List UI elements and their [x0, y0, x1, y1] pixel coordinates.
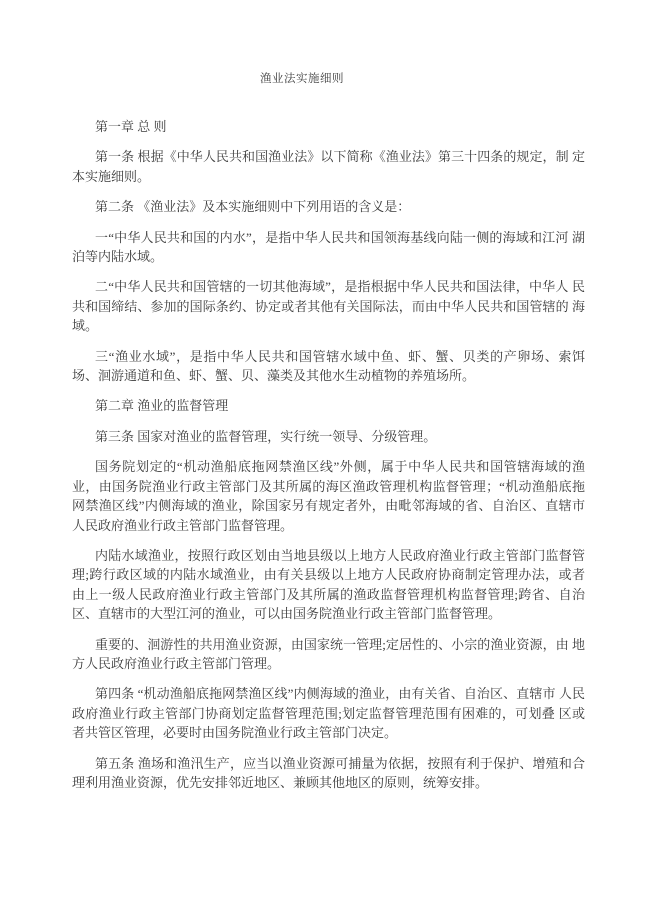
chapter-1-heading: 第一章 总 则: [95, 119, 167, 134]
article-2-paragraph: 第二条 《渔业法》及本实施细则中下列用语的含义是：: [95, 199, 411, 215]
inland-management-paragraph: 内陆水域渔业，按照行政区划由当地县级以上地方人民政府渔业行政主管部门监督管理;跨行政区域的内陆水域渔业，由有关县级以上地方人民政府协商制定管理办法，或者 由上一级人民政府渔业行政主管部门及其所属的渔政监督管理机构监督管理;跨省、自治 区、直辖市的大型江河的渔业，可以由国务院渔业行政主管部门监督管理。: [72, 547, 585, 622]
definition-2-paragraph: 二“中华人民共和国管辖的一切其他海域”，是指根据中华人民共和国法律，中华人 民共和国缔结、参加的国际条约、协定或者其他有关国际法，而由中华人民共和国管辖的 海域。: [72, 279, 585, 334]
definition-1-paragraph: 一“中华人民共和国的内水”，是指中华人民共和国领海基线向陆一侧的海域和江河 湖泊等内陆水域。: [72, 229, 585, 265]
document-body: [72, 117, 585, 792]
offshore-management-paragraph: 国务院划定的“机动渔船底拖网禁渔区线”外侧，属于中华人民共和国管辖海域的渔业，由国务院渔业行政主管部门及其所属的海区渔政管理机构监督管理；“机动渔船底拖 网禁渔区线”内侧海域的渔业，除国家另有规定者外，由毗邻海域的省、自治区、直辖市 人民政府渔业行政主管部门监督管理。: [72, 459, 585, 533]
article-5-paragraph: 第五条 渔场和渔汛生产，应当以渔业资源可捕量为依据，按照有利于保护、增殖和合理利用渔业资源，优先安排邻近地区、兼顾其他地区的原则，统筹安排。: [72, 755, 585, 790]
article-4-paragraph: 第四条 “机动渔船底拖网禁渔区线”内侧海域的渔业，由有关省、自治区、直辖市 人民政府渔业行政主管部门协商划定监督管理范围;划定监督管理范围有困难的，可划叠 区或者共管区管理，必要时由国务院渔业行政主管部门决定。: [72, 686, 585, 741]
document-title: 渔业法实施细则: [260, 73, 344, 85]
chapter-2-heading: 第二章 渔业的监督管理: [95, 398, 229, 414]
shared-resources-paragraph: 重要的、洄游性的共用渔业资源，由国家统一管理;定居性的、小宗的渔业资源，由 地方人民政府渔业行政主管部门管理。: [72, 636, 585, 671]
definition-3-paragraph: 三“渔业水域”，是指中华人民共和国管辖水域中鱼、虾、蟹、贝类的产卵场、索饵 场、洄游通道和鱼、虾、蟹、贝、藻类及其他水生动植物的养殖场所。: [72, 348, 585, 384]
article-3-paragraph: 第三条 国家对渔业的监督管理，实行统一领导、分级管理。: [95, 428, 437, 444]
article-1-paragraph: 第一条 根据《中华人民共和国渔业法》以下简称《渔业法》第三十四条的规定，制 定本实施细则。: [72, 149, 585, 184]
